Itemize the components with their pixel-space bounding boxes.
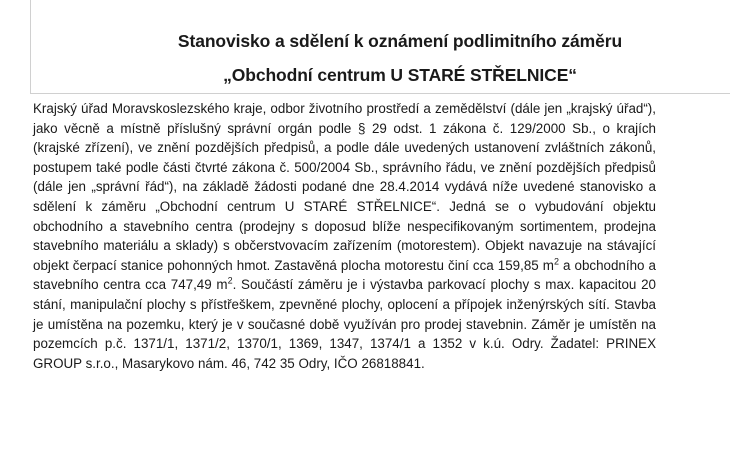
- document-title: Stanovisko a sdělení k oznámení podlimitního záměru: [177, 31, 623, 51]
- square-unit-superscript: 2: [227, 275, 233, 286]
- body-text-part-2: a obchodního a stavebního centra cca 747,49 m: [33, 257, 656, 293]
- body-text-part-1: Krajský úřad Moravskoslezského kraje, odbor životního prostředí a zemědělství (dále jen „krajský úřad“), jako věcně a místně příslušný správní orgán podle § 29 odst. 1 zákona č. 129/2000 Sb., o krajích (krajské zřízení), ve znění pozdějších předpisů, a podle dále uvedených ustanovení zvláštních zákonů, postupem také podle části čtvrté zákona č. 500/2004 Sb., správního řádu, ve znění pozdějších předpisů (dále jen „správní řád“), na základě žádosti podané dne 28.4.2014 vydává níže uvedené stanovisko a sdělení k záměru „Obchodní centrum U STARÉ STŘELNICE“. Jedná se o vybudování objektu obchodního a stavebního centra (prodejny s doposud blíže nespecifikovaným sortimentem, prodejna stavebního materiálu a sklady) s občerstvovacím zařízením (motorestem). Objekt navazuje na stávající objekt čerpací stanice pohonných hmot. Zastavěná plocha motorestu činí cca 159,85 m: [33, 101, 656, 273]
- project-name-title: „Obchodní centrum U STARÉ STŘELNICE“: [223, 65, 577, 85]
- body-text-part-3: . Součástí záměru je i výstavba parkovací plochy s max. kapacitou 20 stání, manipulační plochy s přístřeškem, zpevněné plochy, oplocení a přípojek inženýrských sítí. Stavba je umístěna na pozemku, který je v současné době využíván pro prodej stavebnin. Záměr je umístěn na pozemcích p.č. 1371/1, 1371/2, 1370/1, 1369, 1347, 1374/1 a 1352 v k.ú. Odry. Žadatel: PRINEX GROUP s.r.o., Masarykovo nám. 46, 742 35 Odry, IČO 26818841.: [33, 277, 656, 371]
- body-paragraph: [33, 99, 656, 373]
- square-unit-superscript: 2: [553, 256, 559, 267]
